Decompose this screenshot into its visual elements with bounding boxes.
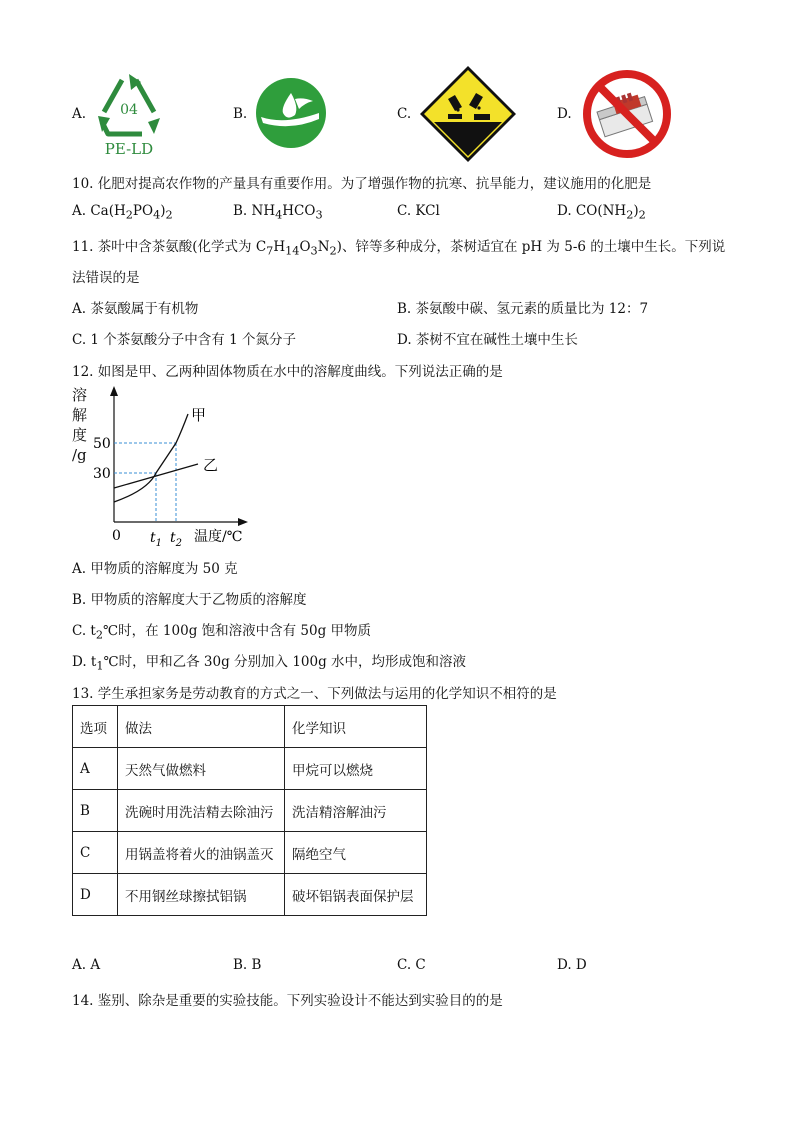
q11-option-c: C. 1 个茶氨酸分子中含有 1 个氮分子 bbox=[72, 332, 296, 348]
q10-option-c: C. KCl bbox=[397, 203, 440, 219]
q10-stem: 10. 化肥对提高农作物的产量具有重要作用。为了增强作物的抗寒、抗旱能力，建议施用的化肥是 bbox=[72, 176, 652, 192]
y-tick-30: 30 bbox=[93, 466, 111, 482]
y-label-char-2: 解 bbox=[72, 406, 88, 424]
option-d-label: D. bbox=[557, 106, 572, 122]
q13-table bbox=[72, 705, 427, 916]
series-jia-curve bbox=[114, 414, 188, 502]
series-yi-label: 乙 bbox=[203, 456, 219, 474]
x-axis-label: 温度/℃ bbox=[194, 529, 243, 545]
table-row bbox=[73, 748, 427, 790]
q12-stem: 12. 如图是甲、乙两种固体物质在水中的溶解度曲线。下列说法正确的是 bbox=[72, 364, 503, 380]
y-label-char-3: 度 bbox=[72, 426, 88, 444]
q10-option-a: A. $Ca(H_2PO_4)_2$ bbox=[72, 203, 173, 222]
table-cell: 隔绝空气 bbox=[285, 832, 427, 874]
q13-option-c: C. C bbox=[397, 957, 426, 973]
q12-option-b: B. 甲物质的溶解度大于乙物质的溶解度 bbox=[72, 592, 307, 608]
table-cell: 天然气做燃料 bbox=[118, 748, 285, 790]
header-practice: 做法 bbox=[118, 706, 285, 748]
q11-option-a: A. 茶氨酸属于有机物 bbox=[72, 301, 199, 317]
solubility-chart bbox=[68, 380, 258, 550]
recycle-text: PE-LD bbox=[104, 140, 154, 158]
q10-option-d: D. $CO(NH_2)_2$ bbox=[557, 203, 646, 222]
y-tick-50: 50 bbox=[93, 436, 111, 452]
table-cell: A bbox=[73, 748, 118, 790]
q11-stem-line2: 法错误的是 bbox=[72, 270, 140, 286]
water-saving-icon bbox=[255, 77, 327, 149]
table-cell: 洗碗时用洗洁精去除油污 bbox=[118, 790, 285, 832]
y-axis-arrow bbox=[110, 386, 118, 396]
recycle-04-pe-ld-icon bbox=[92, 72, 170, 158]
q12-option-a: A. 甲物质的溶解度为 50 克 bbox=[72, 561, 238, 577]
q11-option-d: D. 茶树不宜在碱性土壤中生长 bbox=[397, 332, 578, 348]
table-cell: D bbox=[73, 874, 118, 916]
q13-stem: 13. 学生承担家务是劳动教育的方式之一、下列做法与运用的化学知识不相符的是 bbox=[72, 686, 557, 702]
series-jia-label: 甲 bbox=[191, 406, 207, 424]
table-row bbox=[73, 874, 427, 916]
q11-option-b: B. 茶氨酸中碳、氢元素的质量比为 12：7 bbox=[397, 301, 649, 317]
x-axis-arrow bbox=[238, 518, 248, 526]
q13-option-a: A. A bbox=[72, 957, 101, 973]
q14-stem: 14. 鉴别、除杂是重要的实验技能。下列实验设计不能达到实验目的的是 bbox=[72, 993, 503, 1009]
table-cell: C bbox=[73, 832, 118, 874]
table-cell: 洗洁精溶解油污 bbox=[285, 790, 427, 832]
y-label-char-1: 溶 bbox=[72, 386, 88, 404]
option-a-label: A. bbox=[72, 106, 87, 122]
q13-option-d: D. D bbox=[557, 957, 587, 973]
option-c-label: C. bbox=[397, 106, 412, 122]
corrosive-hazard-icon bbox=[418, 64, 518, 164]
table-row bbox=[73, 832, 427, 874]
origin-label: 0 bbox=[112, 528, 121, 544]
x-tick-t2: $t_2$ bbox=[170, 530, 183, 549]
q12-option-d: D. $t_1℃$时，甲和乙各 30g 分别加入 100g 水中，均形成饱和溶液 bbox=[72, 654, 467, 673]
header-option: 选项 bbox=[73, 706, 118, 748]
header-knowledge: 化学知识 bbox=[285, 706, 427, 748]
table-cell: B bbox=[73, 790, 118, 832]
table-row bbox=[73, 790, 427, 832]
table-cell: 用锅盖将着火的油锅盖灭 bbox=[118, 832, 285, 874]
table-header-row bbox=[73, 706, 427, 748]
q13-option-b: B. B bbox=[233, 957, 262, 973]
y-label-char-4: /g bbox=[72, 446, 87, 464]
x-tick-t1: $t_1$ bbox=[150, 530, 163, 549]
option-b-label: B. bbox=[233, 106, 248, 122]
q12-option-c: C. $t_2℃$时，在 100g 饱和溶液中含有 50g 甲物质 bbox=[72, 623, 372, 642]
no-matches-icon bbox=[582, 69, 672, 159]
table-cell: 甲烷可以燃烧 bbox=[285, 748, 427, 790]
table-cell: 破坏铝锅表面保护层 bbox=[285, 874, 427, 916]
y-axis-label bbox=[72, 386, 87, 464]
q10-option-b: B. $NH_4HCO_3$ bbox=[233, 203, 323, 222]
table-cell: 不用钢丝球擦拭铝锅 bbox=[118, 874, 285, 916]
q11-stem-line1: 11. 茶叶中含茶氨酸(化学式为 $C_7H_{14}O_3N_2$)、锌等多种成分，茶树适宜在 pH 为 5-6 的土壤中生长。下列说 bbox=[72, 239, 726, 258]
recycle-number: 04 bbox=[120, 102, 138, 118]
